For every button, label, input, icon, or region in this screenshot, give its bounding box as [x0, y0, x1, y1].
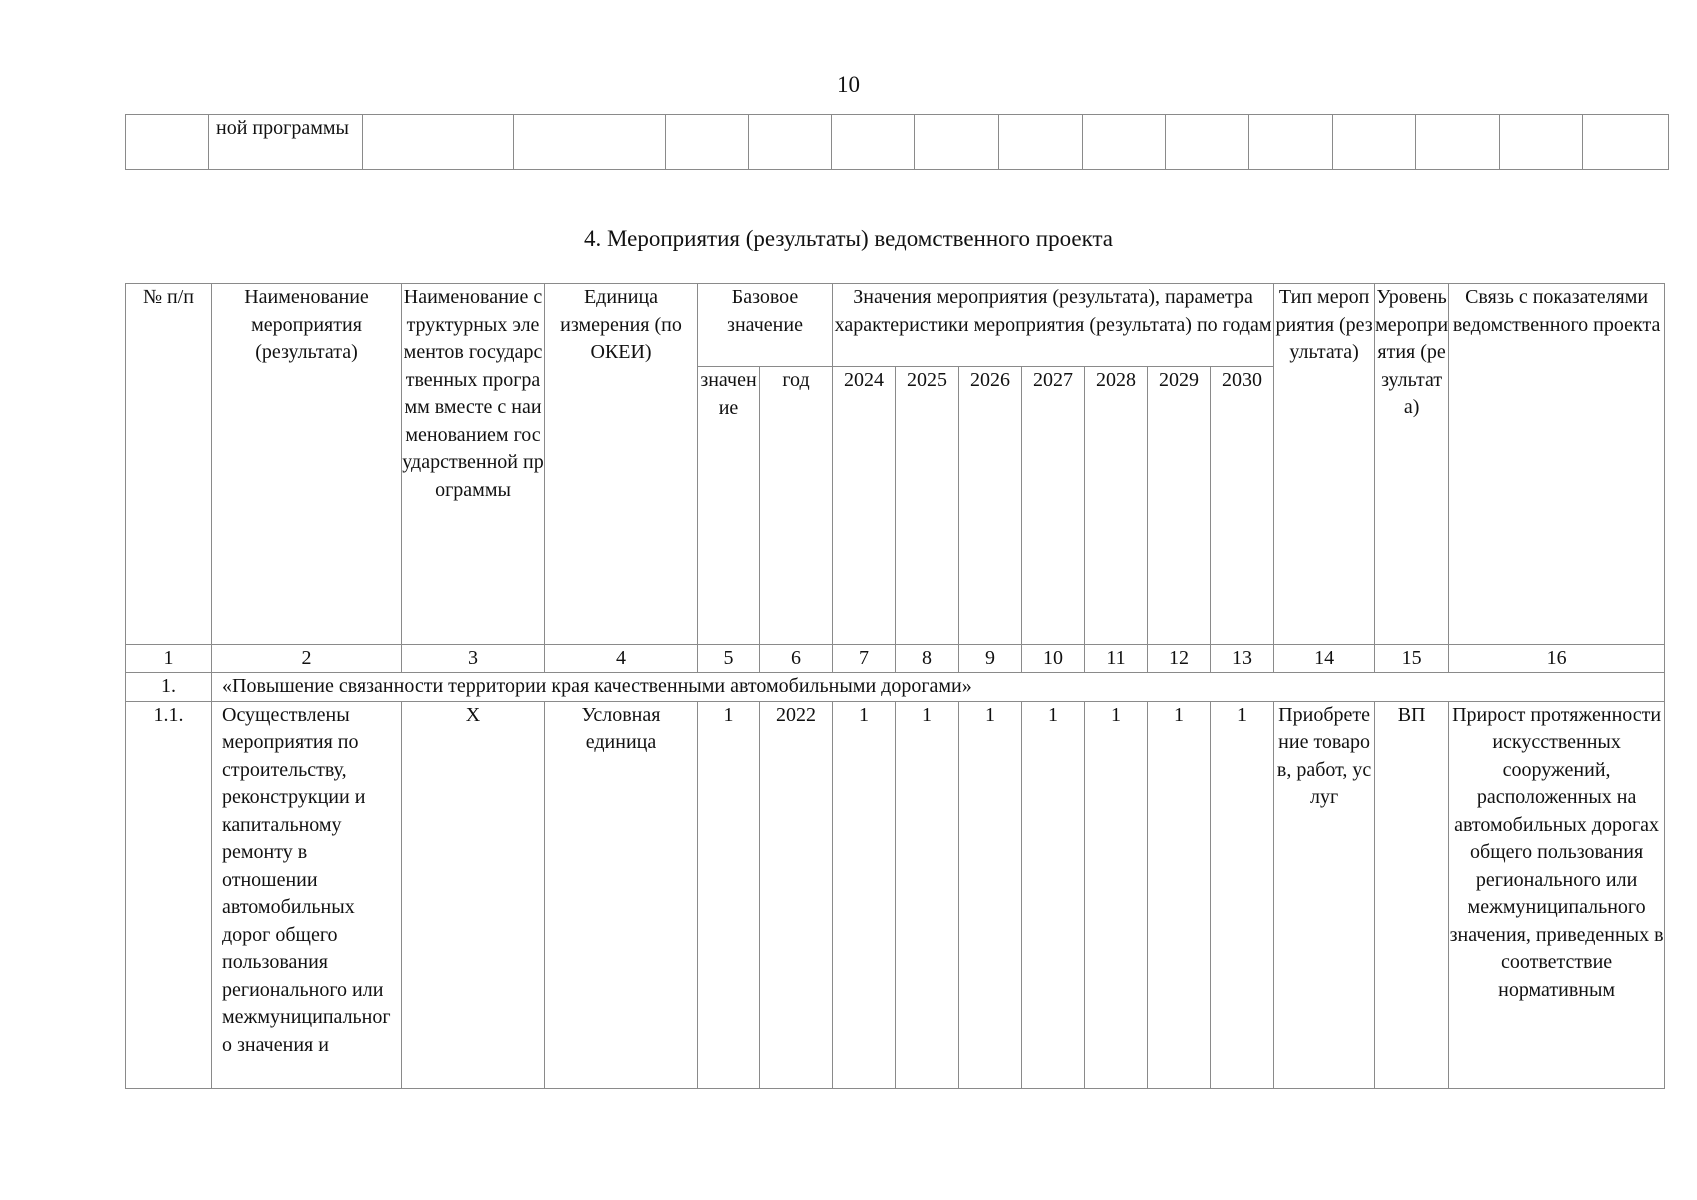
column-numbers-row [126, 645, 1665, 673]
column-number: 1 [126, 645, 212, 673]
header-year-2024: 2024 [833, 367, 896, 645]
column-number: 5 [698, 645, 760, 673]
column-number: 10 [1022, 645, 1085, 673]
header-year-2030: 2030 [1211, 367, 1274, 645]
cell [363, 115, 514, 170]
row-value-2028: 1 [1085, 701, 1148, 1088]
column-number: 15 [1375, 645, 1449, 673]
continuation-row [126, 115, 1669, 170]
cell [1166, 115, 1249, 170]
column-number: 4 [545, 645, 698, 673]
header-num: № п/п [126, 284, 212, 645]
row-type: Приобретение товаров, работ, услуг [1274, 701, 1375, 1088]
column-number: 14 [1274, 645, 1375, 673]
row-base-year: 2022 [760, 701, 833, 1088]
cell [1249, 115, 1333, 170]
column-number: 9 [959, 645, 1022, 673]
row-num: 1.1. [126, 701, 212, 1088]
table-row [126, 701, 1665, 1088]
header-type: Тип мероприятия (результата) [1274, 284, 1375, 645]
cell [1583, 115, 1669, 170]
section-num: 1. [126, 673, 212, 702]
row-value-2030: 1 [1211, 701, 1274, 1088]
header-unit: Единица измерения (по ОКЕИ) [545, 284, 698, 645]
header-structural: Наименование структурных элементов государственных программ вместе с наименованием государственной программы [402, 284, 545, 645]
header-year-2027: 2027 [1022, 367, 1085, 645]
row-level: ВП [1375, 701, 1449, 1088]
header-base-value: значение [698, 367, 760, 645]
header-base: Базовое значение [698, 284, 833, 367]
continuation-table [125, 114, 1669, 170]
header-row [126, 284, 1665, 367]
section-title: 4. Мероприятия (результаты) ведомственного проекта [583, 226, 1113, 251]
cell [1083, 115, 1166, 170]
column-number: 12 [1148, 645, 1211, 673]
row-value-2027: 1 [1022, 701, 1085, 1088]
section-row [126, 673, 1665, 702]
header-name: Наименование мероприятия (результата) [212, 284, 402, 645]
header-link: Связь с показателями ведомственного проекта [1449, 284, 1665, 645]
cell [1416, 115, 1500, 170]
column-number: 2 [212, 645, 402, 673]
row-base-value: 1 [698, 701, 760, 1088]
column-number: 3 [402, 645, 545, 673]
cell [1333, 115, 1416, 170]
cell [999, 115, 1083, 170]
cell [666, 115, 749, 170]
column-number: 13 [1211, 645, 1274, 673]
row-value-2025: 1 [896, 701, 959, 1088]
cell [749, 115, 832, 170]
header-base-year: год [760, 367, 833, 645]
row-name: Осуществлены мероприятия по строительству, реконструкции и капитальному ремонту в отношении автомобильных дорог общего пользования регионального или межмуниципального значения и [212, 701, 402, 1088]
row-link: Прирост протяженности искусственных сооружений, расположенных на автомобильных дорогах общего пользования регионального или межмуниципального значения, приведенных в соответствие нормативным [1449, 701, 1665, 1088]
column-number: 16 [1449, 645, 1665, 673]
header-year-2029: 2029 [1148, 367, 1211, 645]
header-year-2025: 2025 [896, 367, 959, 645]
header-year-2028: 2028 [1085, 367, 1148, 645]
row-value-2024: 1 [833, 701, 896, 1088]
header-level: Уровень мероприятия (результата) [1375, 284, 1449, 645]
activities-table [125, 283, 1665, 1089]
continuation-cell-text: ной программы [209, 115, 363, 170]
cell [832, 115, 915, 170]
section-title-cell: «Повышение связанности территории края качественными автомобильными дорогами» [212, 673, 1665, 702]
cell [514, 115, 666, 170]
column-number: 7 [833, 645, 896, 673]
header-year-2026: 2026 [959, 367, 1022, 645]
column-number: 11 [1085, 645, 1148, 673]
row-unit: Условная единица [545, 701, 698, 1088]
cell [126, 115, 209, 170]
column-number: 8 [896, 645, 959, 673]
row-value-2029: 1 [1148, 701, 1211, 1088]
cell [1500, 115, 1583, 170]
header-values-by-year: Значения мероприятия (результата), параметра характеристики мероприятия (результата) по годам [833, 284, 1274, 367]
row-structural: Х [402, 701, 545, 1088]
column-number: 6 [760, 645, 833, 673]
cell [915, 115, 999, 170]
page-number: 10 [837, 72, 860, 97]
row-value-2026: 1 [959, 701, 1022, 1088]
